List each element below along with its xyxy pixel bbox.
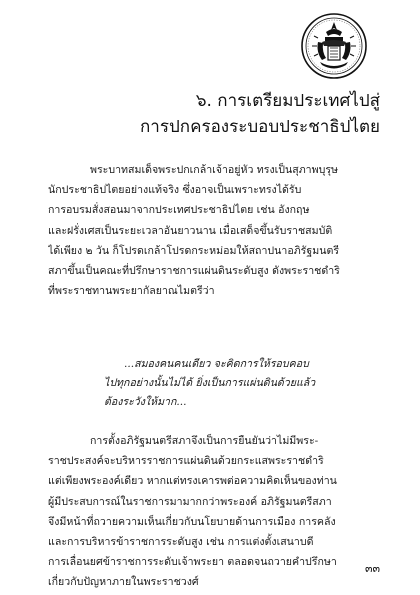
- paragraph-2-line: จึงมีหน้าที่ถวายความเห็นเกี่ยวกับนโยบายด้านการเมือง การคลัง: [48, 515, 336, 528]
- quote-line: ต้องระวังให้มาก...: [104, 396, 187, 408]
- paragraph-1-line: นักประชาธิปไตยอย่างแท้จริง ซึ่งอาจเป็นเพราะทรงได้รับ: [48, 184, 302, 197]
- paragraph-2-line: แต่เพียงพระองค์เดียว หากแต่ทรงเคารพต่อความคิดเห็นของท่าน: [48, 475, 337, 488]
- chapter-title-line-1: ๖. การเตรียมประเทศไปสู่: [195, 91, 380, 111]
- paragraph-1-line: และฝรั่งเศสเป็นระยะเวลาอันยาวนาน เมื่อเสด็จขึ้นรับราชสมบัติ: [48, 224, 333, 237]
- paragraph-2-line: ผู้มีประสบการณ์ในราชการมามากกว่าพระองค์ อภิรัฐมนตรีสภา: [48, 495, 332, 508]
- quote-line: ...สมองคนคนเดียว จะคิดการให้รอบคอบ: [124, 358, 309, 370]
- paragraph-2-line: เกี่ยวกับปัญหาภายในพระราชวงศ์: [48, 576, 199, 589]
- paragraph-2-line: และการบริหารข้าราชการระดับสูง เช่น การแต่งตั้งเสนาบดี: [48, 536, 314, 549]
- paragraph-1-line: พระบาทสมเด็จพระปกเกล้าเจ้าอยู่หัว ทรงเป็นสุภาพบุรุษ: [90, 164, 339, 176]
- paragraph-2: [48, 431, 370, 593]
- paragraph-1: [48, 160, 370, 301]
- page-number: ๓๓: [364, 562, 380, 575]
- chapter-title: [140, 88, 380, 140]
- chapter-title-line-2: การปกครองระบอบประชาธิปไตย: [140, 117, 380, 137]
- paragraph-1-line: ได้เพียง ๒ วัน ก็โปรดเกล้าโปรดกระหม่อมให้สถาปนาอภิรัฐมนตรี: [48, 244, 340, 257]
- royal-seal-emblem-icon: [300, 12, 368, 80]
- paragraph-2-line: การเลื่อนยศข้าราชการระดับเจ้าพระยา ตลอดจนถวายคำปรึกษา: [48, 556, 337, 569]
- royal-quote: [104, 355, 364, 412]
- paragraph-1-line: สภาขึ้นเป็นคณะที่ปรึกษาราชการแผ่นดินระดับสูง ดังพระราชดำริ: [48, 265, 340, 278]
- paragraph-1-line: ที่พระราชทานพระยากัลยาณไมตรีว่า: [48, 285, 215, 298]
- quote-line: ไปทุกอย่างนั้นไม่ได้ ยิ่งเป็นการแผ่นดินด้วยแล้ว: [104, 377, 316, 389]
- paragraph-1-line: การอบรมสั่งสอนมาจากประเทศประชาธิปไตย เช่น อังกฤษ: [48, 204, 310, 217]
- paragraph-2-line: ราชประสงค์จะบริหารราชการแผ่นดินด้วยกระแสพระราชดำริ: [48, 455, 324, 468]
- paragraph-2-line: การตั้งอภิรัฐมนตรีสภาจึงเป็นการยืนยันว่าไม่มีพระ-: [90, 435, 319, 447]
